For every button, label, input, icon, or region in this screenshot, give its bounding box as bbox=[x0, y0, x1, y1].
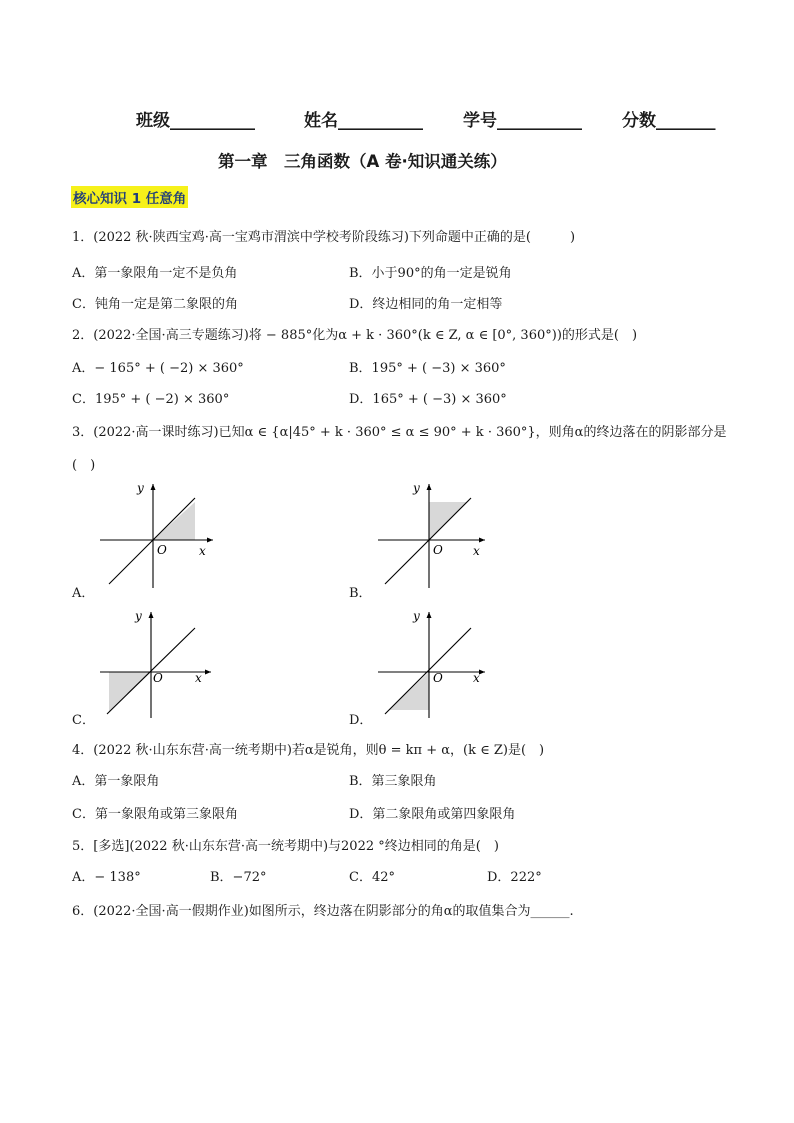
question-1-option-d: D．终边相同的角一定相等 bbox=[349, 297, 503, 312]
figure-d-x-label: x bbox=[473, 671, 480, 685]
score-field-label: 分数_______ bbox=[622, 111, 716, 131]
figure-a-x-label: x bbox=[199, 544, 206, 558]
question-2-option-c: C．195° + ( −2) × 360° bbox=[72, 392, 230, 407]
figure-b-terminal-line bbox=[385, 498, 471, 584]
question-3-option-c: C． bbox=[72, 713, 95, 728]
question-6-stem: 6．(2022·全国·高一假期作业)如图所示，终边落在阴影部分的角α的取值集合为______. bbox=[72, 904, 574, 919]
question-1-option-b: B．小于90°的角一定是锐角 bbox=[349, 266, 512, 281]
figure-c-y-label: y bbox=[135, 609, 142, 623]
figure-d-x-arrow bbox=[479, 670, 485, 675]
figure-b-x-arrow bbox=[479, 538, 485, 543]
question-5-option-d: D．222° bbox=[487, 870, 542, 885]
figure-c-x-label: x bbox=[195, 671, 202, 685]
figure-a-x-arrow bbox=[207, 538, 213, 543]
figure-b bbox=[373, 478, 498, 590]
class-field-label: 班级__________ bbox=[136, 111, 255, 131]
figure-b-y-label: y bbox=[413, 481, 420, 495]
question-3-option-d: D． bbox=[349, 713, 373, 728]
figure-d-origin-label: O bbox=[433, 671, 443, 685]
question-2-option-d: D．165° + ( −3) × 360° bbox=[349, 392, 507, 407]
figure-d bbox=[373, 606, 498, 721]
figure-b-y-arrow bbox=[427, 484, 432, 490]
figure-a-origin-label: O bbox=[157, 543, 167, 557]
question-5-stem: 5．[多选](2022 秋·山东东营·高一统考期中)与2022 °终边相同的角是( ) bbox=[72, 839, 499, 854]
figure-c-origin-label: O bbox=[153, 671, 163, 685]
figure-a-terminal-line bbox=[109, 498, 195, 584]
question-3-option-a: A． bbox=[72, 586, 95, 601]
figure-a-y-label: y bbox=[137, 481, 144, 495]
figure-b-x-label: x bbox=[473, 544, 480, 558]
question-5-option-b: B．−72° bbox=[210, 870, 267, 885]
question-3-option-b: B． bbox=[349, 586, 372, 601]
question-3-stem-continued: ( ) bbox=[72, 458, 96, 473]
figure-c bbox=[95, 606, 220, 721]
figure-a-y-arrow bbox=[151, 484, 156, 490]
question-5-option-c: C．42° bbox=[349, 870, 395, 885]
question-5-option-a: A．− 138° bbox=[72, 870, 141, 885]
question-2-option-a: A．− 165° + ( −2) × 360° bbox=[72, 361, 244, 376]
question-1-option-a: A．第一象限角一定不是负角 bbox=[72, 266, 238, 281]
question-2-stem: 2．(2022·全国·高三专题练习)将 − 885°化为α + k · 360°(k ∈ Z, α ∈ [0°, 360°))的形式是( ) bbox=[72, 328, 638, 343]
question-3-stem: 3．(2022·高一课时练习)已知α ∈ {α|45° + k · 360° ≤ α ≤ 90° + k · 360°}，则角α的终边落在的阴影部分是 bbox=[72, 425, 727, 440]
question-4-option-b: B．第三象限角 bbox=[349, 774, 437, 789]
question-1-stem: 1．(2022 秋·陕西宝鸡·高一宝鸡市渭滨中学校考阶段练习)下列命题中正确的是( ) bbox=[72, 230, 576, 245]
figure-b-origin-label: O bbox=[433, 543, 443, 557]
question-2-option-b: B．195° + ( −3) × 360° bbox=[349, 361, 506, 376]
figure-d-y-arrow bbox=[427, 612, 432, 618]
section-heading: 核心知识 1 任意角 bbox=[71, 186, 188, 208]
student-id-field-label: 学号__________ bbox=[463, 111, 582, 131]
figure-d-y-label: y bbox=[413, 609, 420, 623]
figure-a bbox=[95, 478, 220, 590]
figure-c-y-arrow bbox=[149, 612, 154, 618]
question-4-option-d: D．第二象限角或第四象限角 bbox=[349, 807, 516, 822]
question-4-option-c: C．第一象限角或第三象限角 bbox=[72, 807, 238, 822]
page-title: 第一章 三角函数（A 卷·知识通关练） bbox=[218, 152, 507, 171]
question-4-option-a: A．第一象限角 bbox=[72, 774, 160, 789]
question-4-stem: 4．(2022 秋·山东东营·高一统考期中)若α是锐角，则θ = kπ + α，(k ∈ Z)是( ) bbox=[72, 743, 545, 758]
figure-c-x-arrow bbox=[205, 670, 211, 675]
question-1-option-c: C．钝角一定是第二象限的角 bbox=[72, 297, 238, 312]
name-field-label: 姓名__________ bbox=[304, 111, 423, 131]
